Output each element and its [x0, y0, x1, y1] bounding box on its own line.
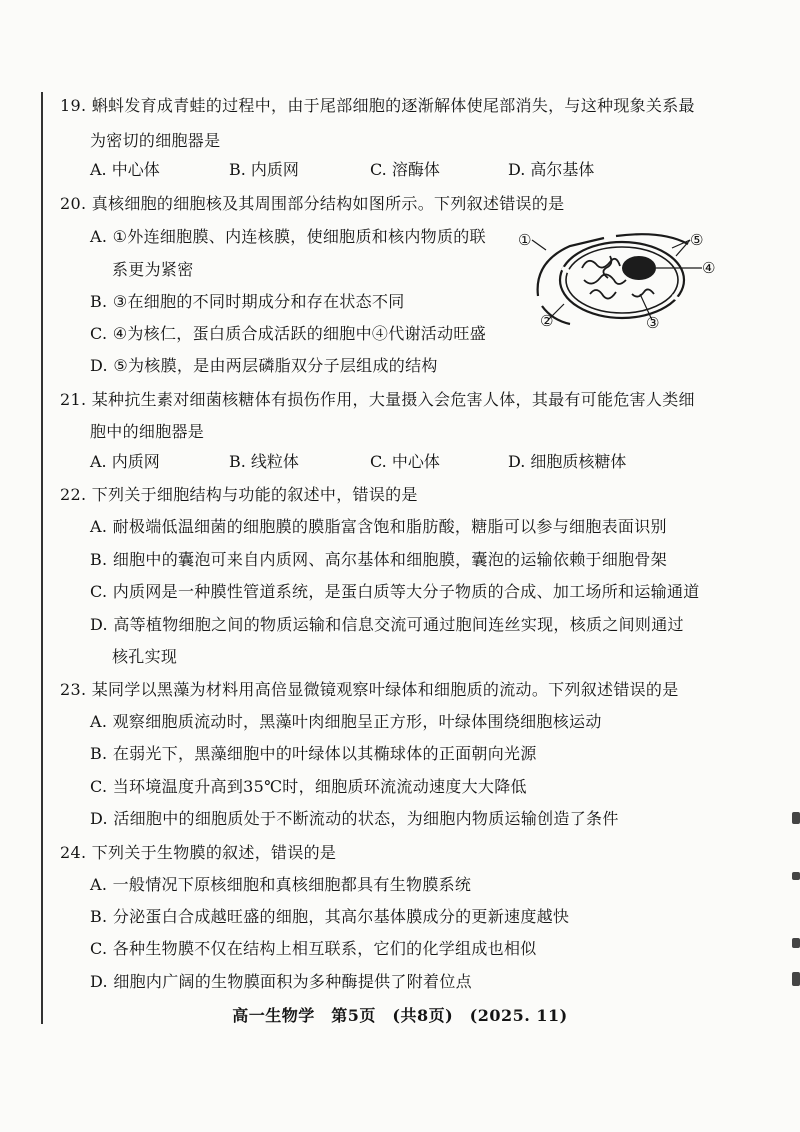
- q21-option-c: C. 中心体: [370, 452, 440, 471]
- scan-edge-mark: [792, 972, 800, 986]
- q22-option-d-line-2: 核孔实现: [112, 647, 178, 666]
- q22-option-a: A. 耐极端低温细菌的细胞膜的膜脂富含饱和脂肪酸，糖脂可以参与细胞表面识别: [90, 517, 667, 536]
- q22-option-b: B. 细胞中的囊泡可来自内质网、高尔基体和细胞膜，囊泡的运输依赖于细胞骨架: [90, 550, 668, 569]
- q24-option-a: A. 一般情况下原核细胞和真核细胞都具有生物膜系统: [90, 875, 472, 894]
- label-3: ③: [646, 314, 660, 332]
- q22-stem: 22. 下列关于细胞结构与功能的叙述中，错误的是: [60, 485, 418, 504]
- q23-stem: 23. 某同学以黑藻为材料用高倍显微镜观察叶绿体和细胞质的流动。下列叙述错误的是: [60, 680, 679, 699]
- q24-option-d: D. 细胞内广阔的生物膜面积为多种酶提供了附着位点: [90, 972, 472, 991]
- scan-edge-mark: [792, 872, 800, 880]
- q20-option-a-line-2: 系更为紧密: [112, 260, 194, 279]
- q21-stem-line-1: 21. 某种抗生素对细菌核糖体有损伤作用，大量摄入会危害人体，其最有可能危害人类细: [60, 390, 695, 409]
- q20-option-a-line-1: A. ①外连细胞膜、内连核膜，使细胞质和核内物质的联: [90, 227, 486, 246]
- q24-option-b: B. 分泌蛋白合成越旺盛的细胞，其高尔基体膜成分的更新速度越快: [90, 907, 570, 926]
- label-2: ②: [540, 312, 554, 330]
- q19-stem-line-1: 19. 蝌蚪发育成青蛙的过程中，由于尾部细胞的逐渐解体使尾部消失，与这种现象关系最: [60, 96, 695, 115]
- q21-option-a: A. 内质网: [90, 452, 160, 471]
- q23-option-b: B. 在弱光下，黑藻细胞中的叶绿体以其椭球体的正面朝向光源: [90, 744, 537, 763]
- q20-option-d: D. ⑤为核膜，是由两层磷脂双分子层组成的结构: [90, 356, 438, 375]
- q19-option-d: D. 高尔基体: [508, 160, 595, 179]
- scan-edge-mark: [792, 938, 800, 948]
- q21-stem-line-2: 胞中的细胞器是: [90, 422, 205, 441]
- q23-option-a: A. 观察细胞质流动时，黑藻叶肉细胞呈正方形，叶绿体围绕细胞核运动: [90, 712, 602, 731]
- q21-option-b: B. 线粒体: [229, 452, 299, 471]
- q24-option-c: C. 各种生物膜不仅在结构上相互联系，它们的化学组成也相似: [90, 939, 537, 958]
- q19-option-b: B. 内质网: [229, 160, 299, 179]
- nucleus-diagram: [512, 228, 727, 340]
- q23-option-c: C. 当环境温度升高到35℃时，细胞质环流流动速度大大降低: [90, 777, 527, 796]
- label-1: ①: [518, 231, 532, 249]
- q20-option-b: B. ③在细胞的不同时期成分和存在状态不同: [90, 292, 405, 311]
- label-5: ⑤: [690, 231, 704, 249]
- scan-edge-mark: [792, 812, 800, 824]
- q19-stem-line-2: 为密切的细胞器是: [90, 131, 221, 150]
- q21-option-d: D. 细胞质核糖体: [508, 452, 627, 471]
- q19-option-c: C. 溶酶体: [370, 160, 440, 179]
- page-footer: 高一生物学 第5页 (共8页) (2025. 11): [232, 1006, 568, 1025]
- q22-option-d-line-1: D. 高等植物细胞之间的物质运输和信息交流可通过胞间连丝实现，核质之间则通过: [90, 615, 684, 634]
- q22-option-c: C. 内质网是一种膜性管道系统，是蛋白质等大分子物质的合成、加工场所和运输通道: [90, 582, 700, 601]
- q20-option-c: C. ④为核仁，蛋白质合成活跃的细胞中④代谢活动旺盛: [90, 324, 486, 343]
- label-4: ④: [702, 259, 716, 277]
- q19-option-a: A. 中心体: [90, 160, 160, 179]
- q23-option-d: D. 活细胞中的细胞质处于不断流动的状态，为细胞内物质运输创造了条件: [90, 809, 619, 828]
- nucleolus: [622, 256, 656, 280]
- q20-stem: 20. 真核细胞的细胞核及其周围部分结构如图所示。下列叙述错误的是: [60, 194, 565, 213]
- q24-stem: 24. 下列关于生物膜的叙述，错误的是: [60, 843, 337, 862]
